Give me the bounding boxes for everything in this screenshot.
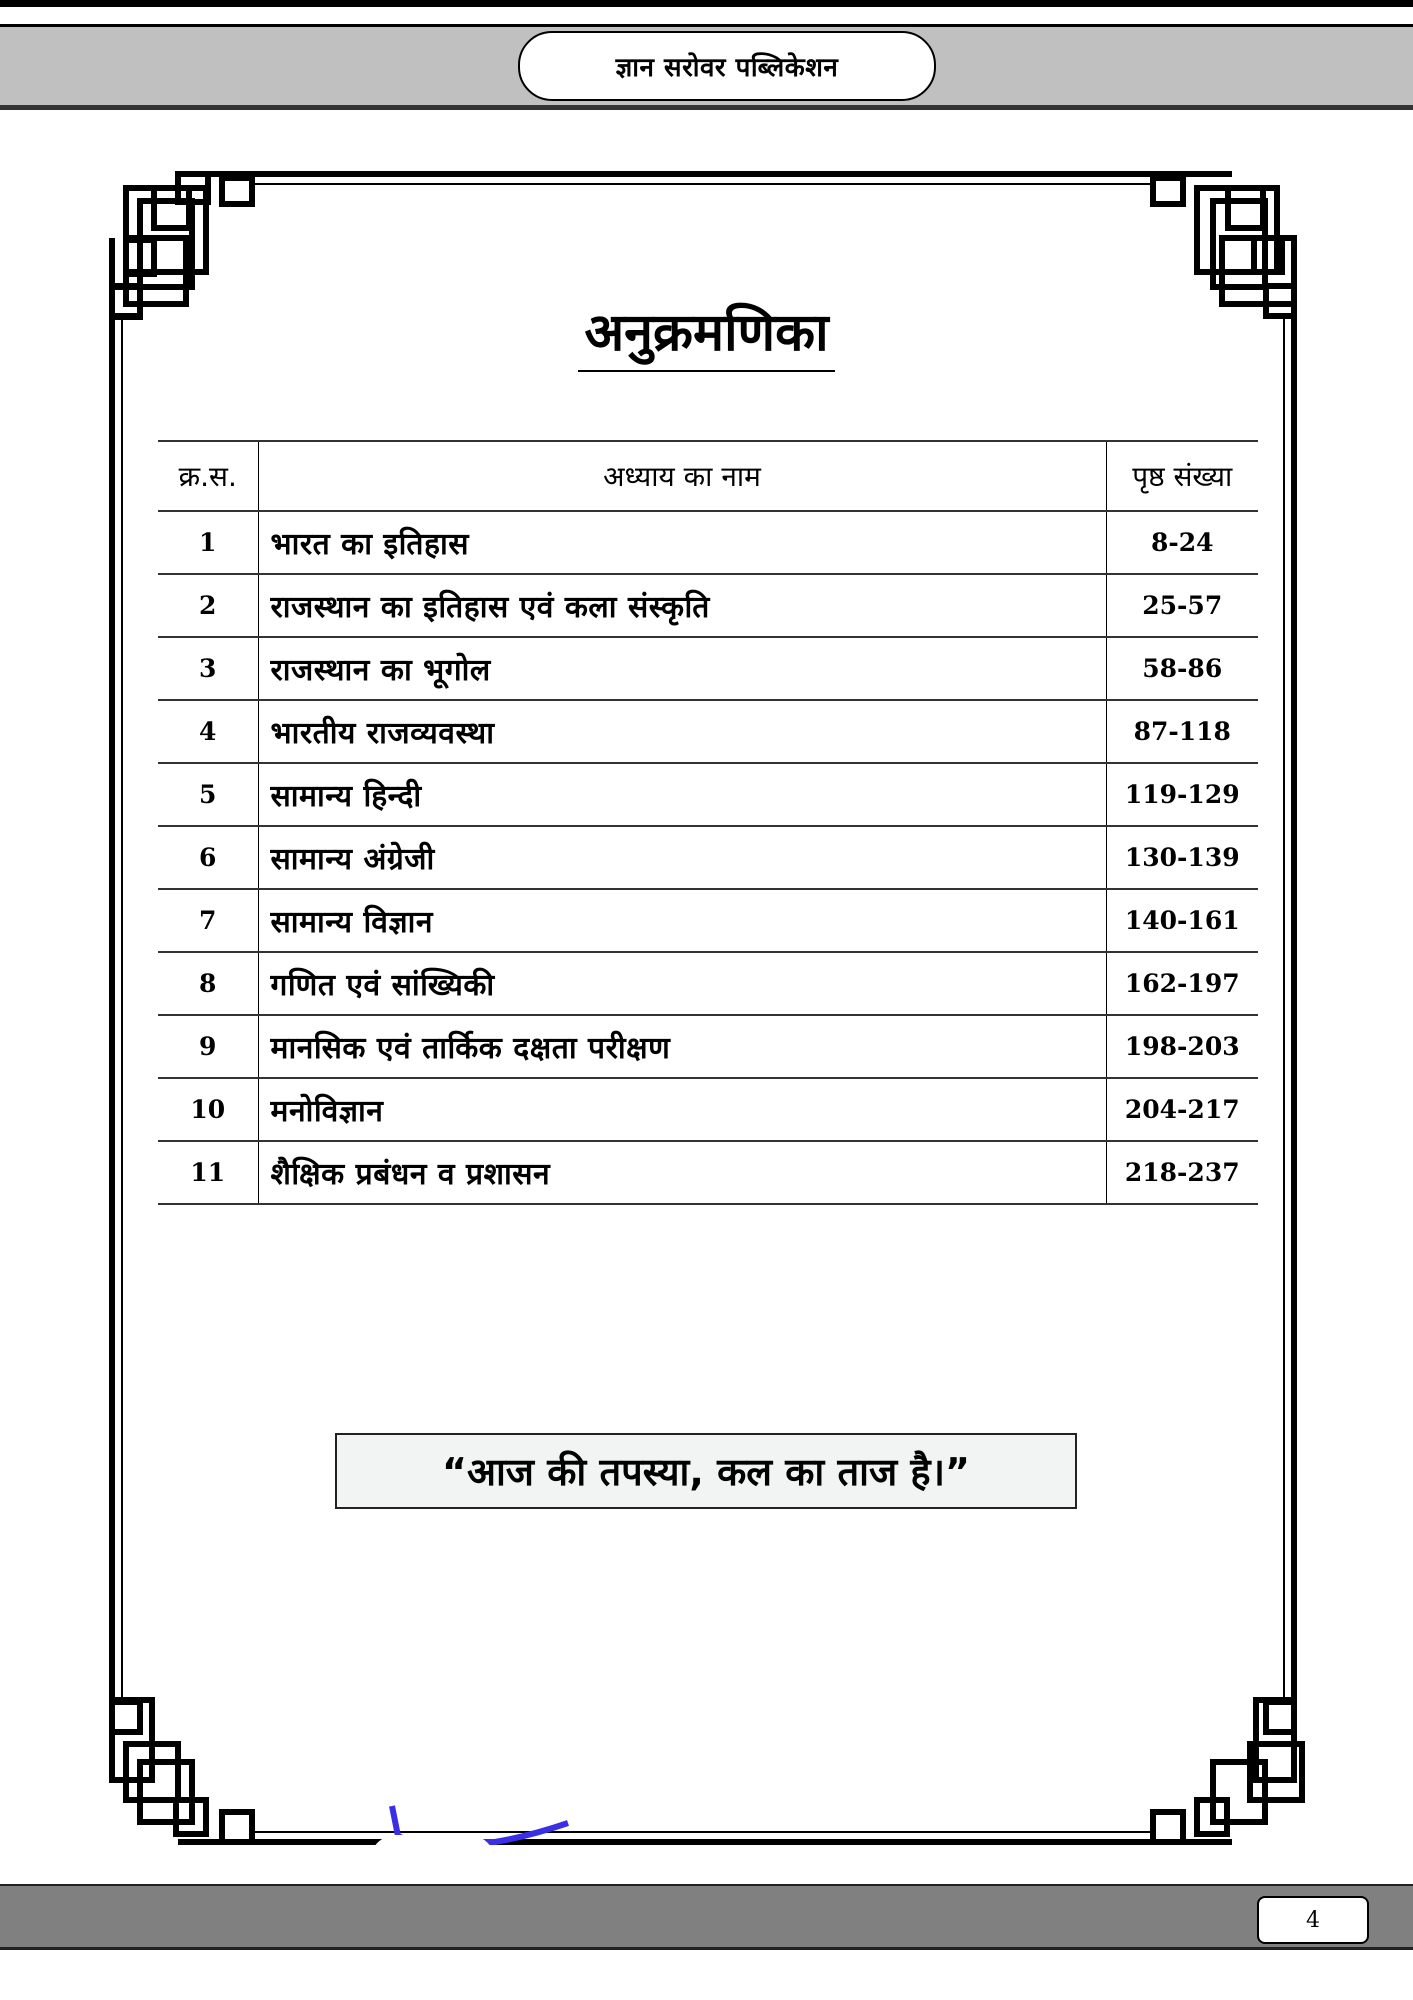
table-row xyxy=(158,826,1258,889)
chapter-cell: मानसिक एवं तार्किक दक्षता परीक्षण xyxy=(258,1015,1106,1078)
pages-cell: 204-217 xyxy=(1106,1078,1258,1141)
pages-cell: 25-57 xyxy=(1106,574,1258,637)
serial-cell: 6 xyxy=(158,826,258,889)
footer-band xyxy=(0,1884,1413,1950)
serial-cell: 2 xyxy=(158,574,258,637)
table-row xyxy=(158,574,1258,637)
chapter-cell: राजस्थान का भूगोल xyxy=(258,637,1106,700)
table-row xyxy=(158,1078,1258,1141)
chapter-cell: भारत का इतिहास xyxy=(258,511,1106,574)
top-rule xyxy=(0,0,1413,7)
table-row xyxy=(158,1141,1258,1204)
table-row xyxy=(158,889,1258,952)
chapter-cell: भारतीय राजव्यवस्था xyxy=(258,700,1106,763)
table-row xyxy=(158,1015,1258,1078)
table-row xyxy=(158,763,1258,826)
chapter-cell: मनोविज्ञान xyxy=(258,1078,1106,1141)
table-row xyxy=(158,637,1258,700)
toc-table xyxy=(158,440,1258,1205)
column-header-chapter: अध्याय का नाम xyxy=(258,441,1106,511)
page-blemish xyxy=(370,1835,495,1887)
page-title: अनुक्रमणिका xyxy=(0,295,1413,372)
serial-cell: 3 xyxy=(158,637,258,700)
chapter-cell: गणित एवं सांख्यिकी xyxy=(258,952,1106,1015)
pages-cell: 119-129 xyxy=(1106,763,1258,826)
pages-cell: 140-161 xyxy=(1106,889,1258,952)
pages-cell: 87-118 xyxy=(1106,700,1258,763)
serial-cell: 4 xyxy=(158,700,258,763)
serial-cell: 10 xyxy=(158,1078,258,1141)
chapter-cell: सामान्य विज्ञान xyxy=(258,889,1106,952)
serial-cell: 9 xyxy=(158,1015,258,1078)
table-header-row xyxy=(158,441,1258,511)
serial-cell: 5 xyxy=(158,763,258,826)
pages-cell: 58-86 xyxy=(1106,637,1258,700)
serial-cell: 1 xyxy=(158,511,258,574)
serial-cell: 11 xyxy=(158,1141,258,1204)
pages-cell: 8-24 xyxy=(1106,511,1258,574)
chapter-cell: राजस्थान का इतिहास एवं कला संस्कृति xyxy=(258,574,1106,637)
table-row xyxy=(158,952,1258,1015)
pages-cell: 162-197 xyxy=(1106,952,1258,1015)
motto-quote: “आज की तपस्या, कल का ताज है।” xyxy=(335,1433,1077,1509)
chapter-cell: सामान्य अंग्रेजी xyxy=(258,826,1106,889)
publisher-name: ज्ञान सरोवर पब्लिकेशन xyxy=(518,31,936,101)
serial-cell: 8 xyxy=(158,952,258,1015)
table-row xyxy=(158,511,1258,574)
column-header-pages: पृष्ठ संख्या xyxy=(1106,441,1258,511)
chapter-cell: सामान्य हिन्दी xyxy=(258,763,1106,826)
pages-cell: 130-139 xyxy=(1106,826,1258,889)
pages-cell: 198-203 xyxy=(1106,1015,1258,1078)
table-row xyxy=(158,700,1258,763)
column-header-serial: क्र.स. xyxy=(158,441,258,511)
page-number: 4 xyxy=(1257,1896,1369,1944)
chapter-cell: शैक्षिक प्रबंधन व प्रशासन xyxy=(258,1141,1106,1204)
pages-cell: 218-237 xyxy=(1106,1141,1258,1204)
serial-cell: 7 xyxy=(158,889,258,952)
